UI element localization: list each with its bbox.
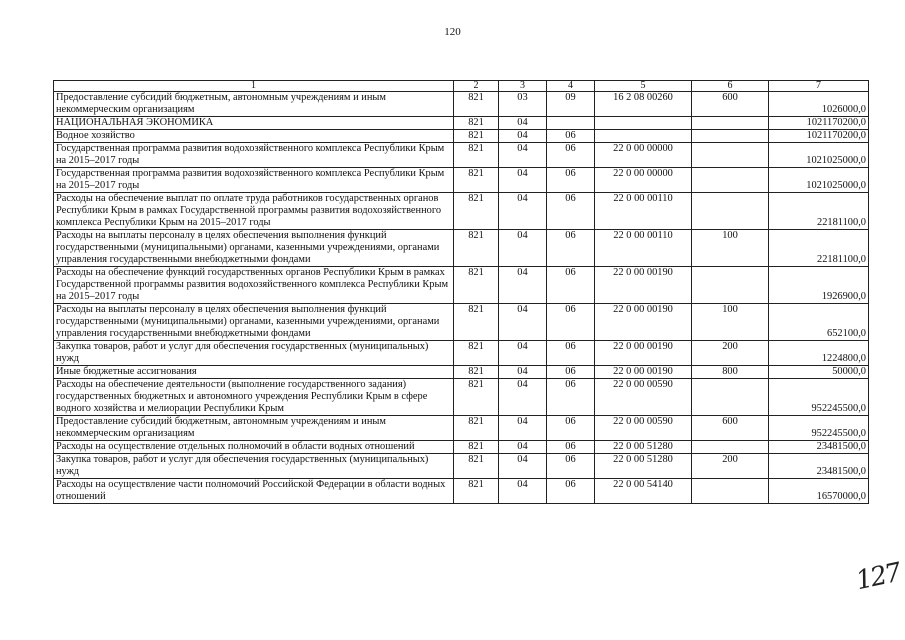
row-amount: 1021170200,0: [769, 130, 869, 143]
table-row: [54, 366, 869, 379]
row-name: Расходы на обеспечение выплат по оплате труда работников государственных органов Республики Крым в рамках Государственной программы развития водохозяйственного комплекса Республики Крым на 2015–2017 годы: [54, 193, 454, 230]
row-code: 821: [454, 341, 499, 366]
row-name: Расходы на выплаты персоналу в целях обеспечения выполнения функций государственными (муниципальными) органами, казенными учреждениями, органами управления государственными внебюджетными фондами: [54, 230, 454, 267]
row-expense-type: [692, 267, 769, 304]
row-subsection: 06: [547, 193, 595, 230]
row-subsection: 06: [547, 441, 595, 454]
page-number: 120: [444, 26, 461, 38]
row-amount: 1026000,0: [769, 92, 869, 117]
row-target-article: 22 0 00 51280: [595, 454, 692, 479]
row-name: Водное хозяйство: [54, 130, 454, 143]
row-name: Расходы на обеспечение деятельности (выполнение государственного задания) государственных бюджетных и автономного учреждения Республики Крым в сфере водного хозяйства и мелиорации Республики Крым: [54, 379, 454, 416]
table-row: [54, 416, 869, 441]
row-amount: 23481500,0: [769, 441, 869, 454]
header-col-2: 2: [454, 81, 499, 92]
row-name: Расходы на обеспечение функций государственных органов Республики Крым в рамках Государственной программы развития водохозяйственного комплекса Республики Крым на 2015–2017 годы: [54, 267, 454, 304]
handwritten-page-number: 127: [853, 557, 903, 597]
row-target-article: 22 0 00 00590: [595, 379, 692, 416]
row-code: 821: [454, 92, 499, 117]
row-name: Государственная программа развития водохозяйственного комплекса Республики Крым на 2015–2017 годы: [54, 168, 454, 193]
row-subsection: 06: [547, 479, 595, 504]
row-subsection: 06: [547, 379, 595, 416]
row-section: 04: [499, 341, 547, 366]
row-expense-type: 200: [692, 341, 769, 366]
row-expense-type: 600: [692, 92, 769, 117]
row-expense-type: [692, 130, 769, 143]
row-code: 821: [454, 230, 499, 267]
row-amount: 1021170200,0: [769, 117, 869, 130]
row-amount: 50000,0: [769, 366, 869, 379]
row-subsection: 09: [547, 92, 595, 117]
row-amount: 1224800,0: [769, 341, 869, 366]
row-section: 04: [499, 454, 547, 479]
row-name: Предоставление субсидий бюджетным, автономным учреждениям и иным некоммерческим организациям: [54, 416, 454, 441]
row-subsection: 06: [547, 168, 595, 193]
table-row: [54, 267, 869, 304]
row-section: 04: [499, 416, 547, 441]
row-subsection: 06: [547, 130, 595, 143]
header-col-7: 7: [769, 81, 869, 92]
table-row: [54, 143, 869, 168]
row-code: 821: [454, 479, 499, 504]
row-subsection: 06: [547, 341, 595, 366]
header-col-6: 6: [692, 81, 769, 92]
row-expense-type: [692, 143, 769, 168]
row-section: 04: [499, 441, 547, 454]
row-section: 04: [499, 379, 547, 416]
row-target-article: [595, 117, 692, 130]
row-amount: 1021025000,0: [769, 168, 869, 193]
table-row: [54, 193, 869, 230]
row-code: 821: [454, 130, 499, 143]
row-amount: 16570000,0: [769, 479, 869, 504]
row-amount: 952245500,0: [769, 416, 869, 441]
row-expense-type: 600: [692, 416, 769, 441]
row-name: Предоставление субсидий бюджетным, автономным учреждениям и иным некоммерческим организациям: [54, 92, 454, 117]
row-name: Закупка товаров, работ и услуг для обеспечения государственных (муниципальных) нужд: [54, 454, 454, 479]
row-amount: 22181100,0: [769, 193, 869, 230]
row-section: 04: [499, 366, 547, 379]
row-target-article: 22 0 00 00190: [595, 366, 692, 379]
row-code: 821: [454, 193, 499, 230]
row-amount: 1021025000,0: [769, 143, 869, 168]
row-code: 821: [454, 416, 499, 441]
row-section: 04: [499, 479, 547, 504]
row-target-article: 22 0 00 00000: [595, 168, 692, 193]
row-amount: 23481500,0: [769, 454, 869, 479]
row-name: Расходы на осуществление части полномочий Российской Федерации в области водных отношений: [54, 479, 454, 504]
table-row: [54, 92, 869, 117]
row-target-article: 22 0 00 54140: [595, 479, 692, 504]
row-subsection: 06: [547, 143, 595, 168]
row-target-article: 22 0 00 00000: [595, 143, 692, 168]
row-expense-type: [692, 479, 769, 504]
table-row: [54, 230, 869, 267]
row-expense-type: [692, 441, 769, 454]
header-col-4: 4: [547, 81, 595, 92]
row-amount: 1926900,0: [769, 267, 869, 304]
row-subsection: 06: [547, 230, 595, 267]
row-name: Иные бюджетные ассигнования: [54, 366, 454, 379]
row-expense-type: 800: [692, 366, 769, 379]
row-section: 04: [499, 168, 547, 193]
row-code: 821: [454, 168, 499, 193]
table-row: [54, 441, 869, 454]
row-target-article: 16 2 08 00260: [595, 92, 692, 117]
table-row: [54, 304, 869, 341]
table-row: [54, 168, 869, 193]
row-amount: 952245500,0: [769, 379, 869, 416]
row-expense-type: [692, 117, 769, 130]
table-row: [54, 117, 869, 130]
table-row: [54, 454, 869, 479]
row-expense-type: 100: [692, 304, 769, 341]
table-row: [54, 341, 869, 366]
row-name: Расходы на осуществление отдельных полномочий в области водных отношений: [54, 441, 454, 454]
row-subsection: [547, 117, 595, 130]
row-target-article: 22 0 00 00590: [595, 416, 692, 441]
row-target-article: 22 0 00 00190: [595, 267, 692, 304]
table-row: [54, 479, 869, 504]
row-name: Закупка товаров, работ и услуг для обеспечения государственных (муниципальных) нужд: [54, 341, 454, 366]
row-code: 821: [454, 379, 499, 416]
row-amount: 22181100,0: [769, 230, 869, 267]
row-target-article: 22 0 00 00110: [595, 230, 692, 267]
budget-table: [53, 80, 869, 504]
row-name: Расходы на выплаты персоналу в целях обеспечения выполнения функций государственными (муниципальными) органами, казенными учреждениями, органами управления государственными внебюджетными фондами: [54, 304, 454, 341]
row-code: 821: [454, 143, 499, 168]
row-code: 821: [454, 454, 499, 479]
row-target-article: [595, 130, 692, 143]
row-section: 04: [499, 117, 547, 130]
row-section: 03: [499, 92, 547, 117]
row-code: 821: [454, 441, 499, 454]
row-target-article: 22 0 00 00110: [595, 193, 692, 230]
row-code: 821: [454, 117, 499, 130]
row-subsection: 06: [547, 304, 595, 341]
row-expense-type: [692, 193, 769, 230]
table-row: [54, 130, 869, 143]
row-subsection: 06: [547, 267, 595, 304]
row-target-article: 22 0 00 00190: [595, 341, 692, 366]
row-expense-type: 200: [692, 454, 769, 479]
row-target-article: 22 0 00 51280: [595, 441, 692, 454]
row-expense-type: [692, 168, 769, 193]
table-row: [54, 379, 869, 416]
row-section: 04: [499, 304, 547, 341]
row-subsection: 06: [547, 454, 595, 479]
row-section: 04: [499, 143, 547, 168]
row-code: 821: [454, 304, 499, 341]
row-section: 04: [499, 193, 547, 230]
row-amount: 652100,0: [769, 304, 869, 341]
row-name: Государственная программа развития водохозяйственного комплекса Республики Крым на 2015–2017 годы: [54, 143, 454, 168]
row-expense-type: 100: [692, 230, 769, 267]
header-col-3: 3: [499, 81, 547, 92]
row-name: НАЦИОНАЛЬНАЯ ЭКОНОМИКА: [54, 117, 454, 130]
row-target-article: 22 0 00 00190: [595, 304, 692, 341]
header-col-5: 5: [595, 81, 692, 92]
row-section: 04: [499, 130, 547, 143]
row-code: 821: [454, 267, 499, 304]
row-code: 821: [454, 366, 499, 379]
row-section: 04: [499, 267, 547, 304]
row-section: 04: [499, 230, 547, 267]
row-subsection: 06: [547, 366, 595, 379]
header-row: [54, 81, 869, 92]
row-expense-type: [692, 379, 769, 416]
header-col-1: 1: [54, 81, 454, 92]
row-subsection: 06: [547, 416, 595, 441]
